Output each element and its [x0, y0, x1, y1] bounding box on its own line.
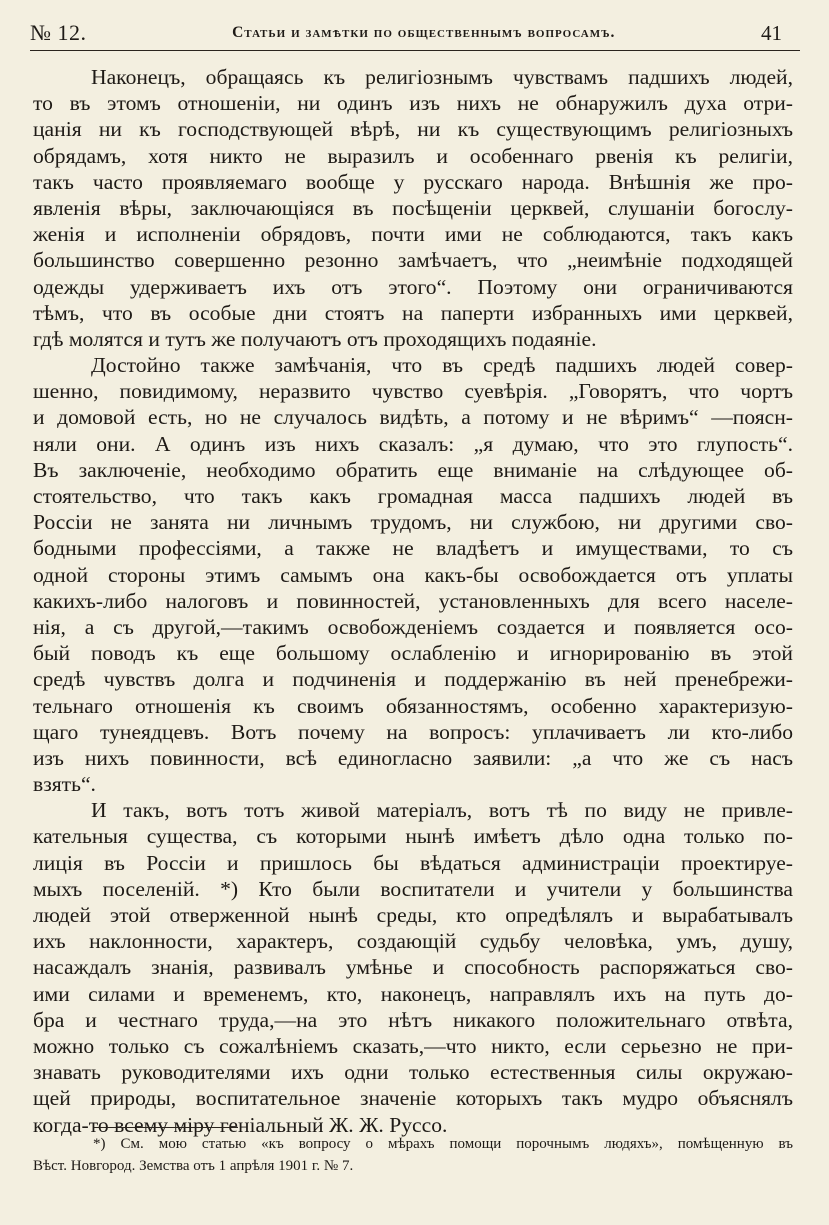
- footnote-line: Вѣст. Новгород. Земства отъ 1 апрѣля 1901 г. № 7.: [33, 1158, 354, 1174]
- section-title: Статьи и замѣтки по общественнымъ вопросамъ.: [232, 24, 616, 41]
- text-line: то въ этомъ отношеніи, ни одинъ изъ нихъ не обнаружилъ духа отри-: [33, 91, 793, 116]
- text-line: гдѣ молятся и тутъ же получаютъ отъ проходящихъ подаяніе.: [33, 326, 597, 351]
- issue-number: № 12.: [30, 20, 87, 45]
- text-line: ихъ наклонности, характеръ, создающій судьбу человѣка, умъ, душу,: [33, 929, 793, 954]
- text-line: бодными профессіями, а также не владѣетъ и имуществами, то съ: [33, 536, 793, 561]
- footnote: [33, 1133, 793, 1177]
- text-line: щей природы, воспитательное значеніе которыхъ такъ мудро объяснялъ: [33, 1086, 793, 1111]
- text-line: изъ нихъ повинности, всѣ единогласно заявили: „а что же съ насъ: [33, 745, 793, 770]
- text-line: когда-то всему міру геніальный Ж. Ж. Руссо.: [33, 1112, 448, 1137]
- text-line: мыхъ поселеній. *) Кто были воспитатели и учители у большинства: [33, 876, 793, 901]
- text-line: большинство совершенно резонно замѣчаетъ, что „неимѣніе подходящей: [33, 248, 793, 273]
- text-line: Въ заключеніе, необходимо обратить еще вниманіе на слѣдующее об-: [33, 457, 793, 482]
- text-line: кательныя существа, съ которыми нынѣ имѣетъ дѣло одна только по-: [33, 824, 793, 849]
- text-line: людей этой отверженной нынѣ среды, кто опредѣлялъ и вырабатывалъ: [33, 903, 793, 927]
- text-line: лиція въ Россіи и пришлось бы вѣдаться администраціи проектируе-: [33, 850, 793, 875]
- text-line: Россіи не занята ни личнымъ трудомъ, ни службою, ни другими сво-: [33, 510, 793, 535]
- text-line: ими силами и временемъ, кто, наконецъ, направлялъ ихъ на путь до-: [33, 981, 793, 1006]
- footnote-line: *) См. мою статью «къ вопросу о мѣрахъ помощи порочнымъ людяхъ», помѣщенную въ: [93, 1136, 793, 1152]
- text-line: няли они. А одинъ изъ нихъ сказалъ: „я думаю, что это глупость“.: [33, 431, 793, 456]
- running-header: [30, 16, 800, 51]
- text-line: Наконецъ, обращаясь къ религіознымъ чувствамъ падшихъ людей,: [91, 65, 793, 89]
- text-line: обрядамъ, хотя никто не выразилъ и особеннаго рвенія къ религіи,: [33, 143, 793, 168]
- text-line: женія и исполненіи обрядовъ, почти ими не соблюдаются, такъ какъ: [33, 222, 793, 247]
- text-line: одной стороны этимъ самымъ она какъ-бы освобождается отъ уплаты: [33, 562, 793, 587]
- text-line: и домовой есть, но не случалось видѣть, а потому и не вѣримъ“ —поясн-: [33, 405, 793, 430]
- footnote-divider: [94, 1127, 238, 1128]
- text-line: знавать руководителями ихъ одни только естественныя силы окружаю-: [33, 1060, 793, 1085]
- text-line: можно только съ сожалѣніемъ сказать,—что никто, если серьезно не при-: [33, 1033, 793, 1058]
- text-line: такъ часто проявляемаго вообще у русскаго народа. Внѣшнія же про-: [33, 169, 793, 194]
- text-line: тѣмъ, что въ особые дни стоятъ на паперти избранныхъ ими церквей,: [33, 300, 793, 325]
- text-line: явленія вѣры, заключающіяся въ посѣщеніи церквей, слушаніи богослу-: [33, 195, 793, 220]
- text-line: тельнаго отношенія къ своимъ обязанностямъ, особенно характеризую-: [33, 693, 793, 718]
- text-line: И такъ, вотъ тотъ живой матеріалъ, вотъ тѣ по виду не привле-: [91, 798, 793, 823]
- text-line: одежды удерживаетъ ихъ отъ этого“. Поэтому они ограничиваются: [33, 274, 793, 299]
- text-line: Достойно также замѣчанія, что въ средѣ падшихъ людей совер-: [91, 353, 793, 378]
- text-line: взять“.: [33, 772, 96, 797]
- article-body: [33, 64, 793, 1138]
- text-line: цанія ни къ господствующей вѣрѣ, ни къ существующимъ религіозныхъ: [33, 117, 793, 142]
- text-line: средѣ чувствъ долга и подчиненія и поддержанію въ ней пренебрежи-: [33, 667, 793, 692]
- text-line: нія, а съ другой,—такимъ освобожденіемъ создается и появляется осо-: [33, 614, 793, 639]
- text-line: щаго тунеядцевъ. Вотъ почему на вопросъ: уплачиваетъ ли кто-либо: [33, 719, 793, 744]
- text-line: шенно, повидимому, неразвито чувство суевѣрія. „Говорятъ, что чортъ: [33, 379, 793, 404]
- text-line: какихъ-либо налоговъ и повинностей, установленныхъ для всего населе-: [33, 588, 793, 613]
- page-number: 41: [760, 20, 782, 45]
- text-line: насаждалъ знанія, развивалъ умѣнье и способность распоряжаться сво-: [33, 955, 793, 980]
- text-line: бра и честнаго труда,—на это нѣтъ никакого положительнаго отвѣта,: [33, 1007, 793, 1032]
- text-line: стоятельство, что такъ какъ громадная масса падшихъ людей въ: [33, 484, 793, 508]
- text-line: бый поводъ къ еще большому ослабленію и игнорированію въ этой: [33, 641, 793, 666]
